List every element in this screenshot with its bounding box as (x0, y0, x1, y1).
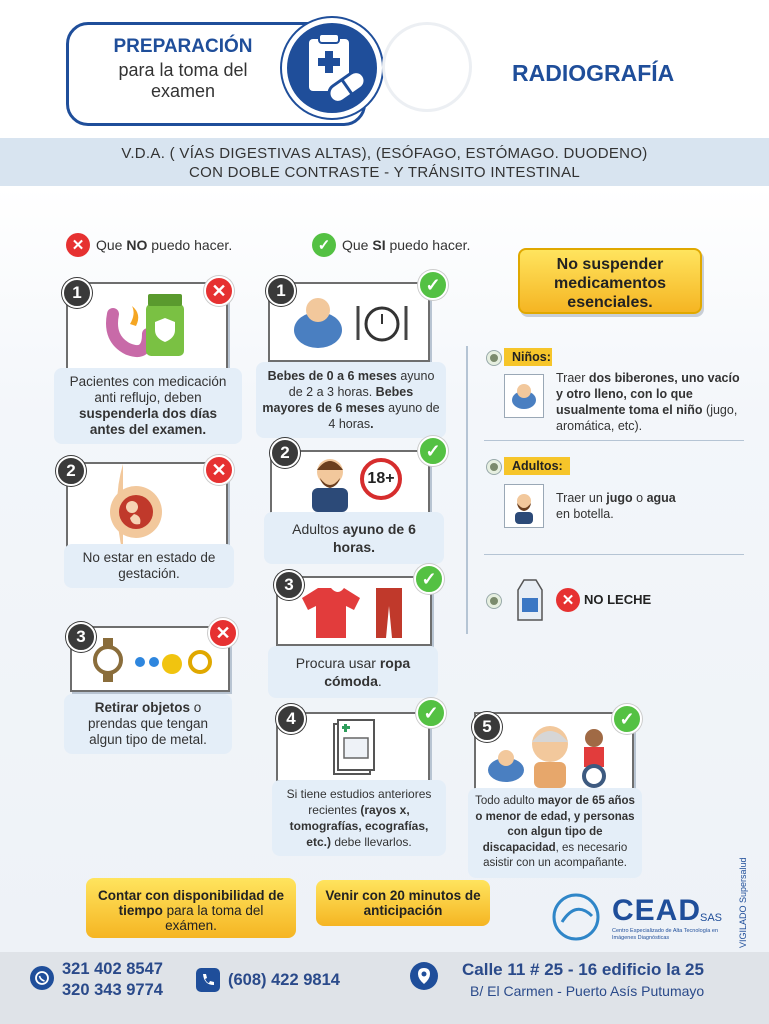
ninos-text: Traer dos biberones, uno vacío y otro lleno, con lo que usualmente toma el niño (jugo, aromática, etc). (556, 371, 740, 433)
time-availability-note: Contar con disponibilidad de tiempo para la toma del exámen. (86, 878, 296, 938)
no-item-2-text: No estar en estado de gestación. (64, 544, 234, 588)
si-item-3-text: Procura usar ropa cómoda. (268, 646, 438, 698)
header-title: PREPARACIÓN (113, 36, 253, 57)
adultos-text: Traer un jugo o agua en botella. (556, 491, 676, 521)
milk-carton-icon (514, 578, 546, 622)
si-item-1-text: Bebes de 0 a 6 meses ayuno de 2 a 3 horas. Bebes mayores de 6 meses ayuno de 4 horas. (256, 362, 446, 438)
si-item-3-number: 3 (274, 570, 304, 600)
no-icon: ✕ (66, 233, 90, 257)
adultos-bullet-icon (487, 460, 501, 474)
panel-divider-vertical (466, 346, 468, 634)
no-item-1-x-icon: ✕ (204, 276, 234, 306)
no-item-3-text: Retirar objetos o prendas que tengan algun tipo de metal. (64, 694, 232, 754)
si-item-2-check-icon: ✓ (418, 436, 448, 466)
whatsapp-numbers[interactable]: 321 402 8547 320 343 9774 (62, 960, 163, 999)
si-item-1-check-icon: ✓ (418, 270, 448, 300)
milk-bullet-icon (487, 594, 501, 608)
exam-title: RADIOGRAFÍA (512, 60, 675, 86)
xray-watermark-icon (382, 22, 472, 112)
reflux-stomach-icon (68, 284, 228, 374)
ninos-bullet-icon (487, 351, 501, 365)
pregnancy-icon (68, 464, 228, 554)
panel-divider-2 (484, 554, 744, 555)
phone-icon (196, 968, 220, 992)
exam-description: V.D.A. ( VÍAS DIGESTIVAS ALTAS), (ESÓFAGO, ESTÓMAGO. DUODENO) CON DOBLE CONTRASTE - Y TRÁNSITO INTESTINAL (121, 145, 648, 181)
address-line-1: Calle 11 # 25 - 16 edificio la 25 (462, 960, 704, 979)
no-item-2-frame (66, 462, 228, 556)
adults-only-icon: 18+ (360, 458, 402, 500)
si-item-2-text: Adultos ayuno de 6 horas. (264, 512, 444, 564)
medication-note: No suspender medicamentos esenciales. (518, 248, 702, 314)
si-item-4-text: Si tiene estudios anteriores recientes (rayos x, tomografías, ecografías, etc.) debe llevarlos. (272, 780, 446, 856)
si-item-4-number: 4 (276, 704, 306, 734)
no-item-3-number: 3 (66, 622, 96, 652)
si-item-5-check-icon: ✓ (612, 704, 642, 734)
no-item-1-number: 1 (62, 278, 92, 308)
si-item-4-check-icon: ✓ (416, 698, 446, 728)
si-item-3-check-icon: ✓ (414, 564, 444, 594)
si-item-5-number: 5 (472, 712, 502, 742)
brand-tagline: Centro Especializado de Alta Tecnología en Imágenes Diagnósticas (612, 928, 718, 941)
check-icon: ✓ (312, 233, 336, 257)
baby-bottle-icon (504, 374, 544, 418)
landline-number[interactable]: (608) 422 9814 (228, 971, 340, 989)
panel-divider-1 (484, 440, 744, 441)
adultos-label: Adultos: (504, 457, 570, 475)
header-subtitle: para la toma del examen (118, 60, 248, 101)
si-item-1-number: 1 (266, 276, 296, 306)
cead-logo-icon (548, 892, 604, 942)
si-item-2-number: 2 (270, 438, 300, 468)
no-item-2-number: 2 (56, 456, 86, 486)
arrive-early-note: Venir con 20 minutos de anticipación (316, 880, 490, 926)
legend-yes: ✓ Que SI puedo hacer. (312, 233, 470, 257)
legend-no: ✕ Que NO puedo hacer. (66, 233, 232, 257)
vigilado-label: VIGILADO Supersalud (738, 857, 748, 948)
location-pin-icon (410, 962, 438, 990)
no-item-2-x-icon: ✕ (204, 455, 234, 485)
no-milk-x-icon: ✕ (556, 588, 580, 612)
no-item-3-x-icon: ✕ (208, 618, 238, 648)
brand-suffix: SAS (700, 912, 723, 924)
whatsapp-icon (30, 966, 54, 990)
medical-clipboard-icon (282, 18, 382, 118)
adult-icon (504, 484, 544, 528)
no-item-1-text: Pacientes con medicación anti reflujo, deben suspenderla dos días antes del examen. (54, 368, 242, 444)
brand-name: CEAD (612, 894, 702, 927)
ninos-label: Niños: (504, 348, 552, 366)
address-line-2: B/ El Carmen - Puerto Asís Putumayo (470, 983, 705, 999)
no-milk-text: NO LECHE (584, 592, 652, 607)
si-item-5-text: Todo adulto mayor de 65 años o menor de edad, y personas con algun tipo de discapacidad, es necesario asistir con un acompañante. (468, 788, 642, 878)
